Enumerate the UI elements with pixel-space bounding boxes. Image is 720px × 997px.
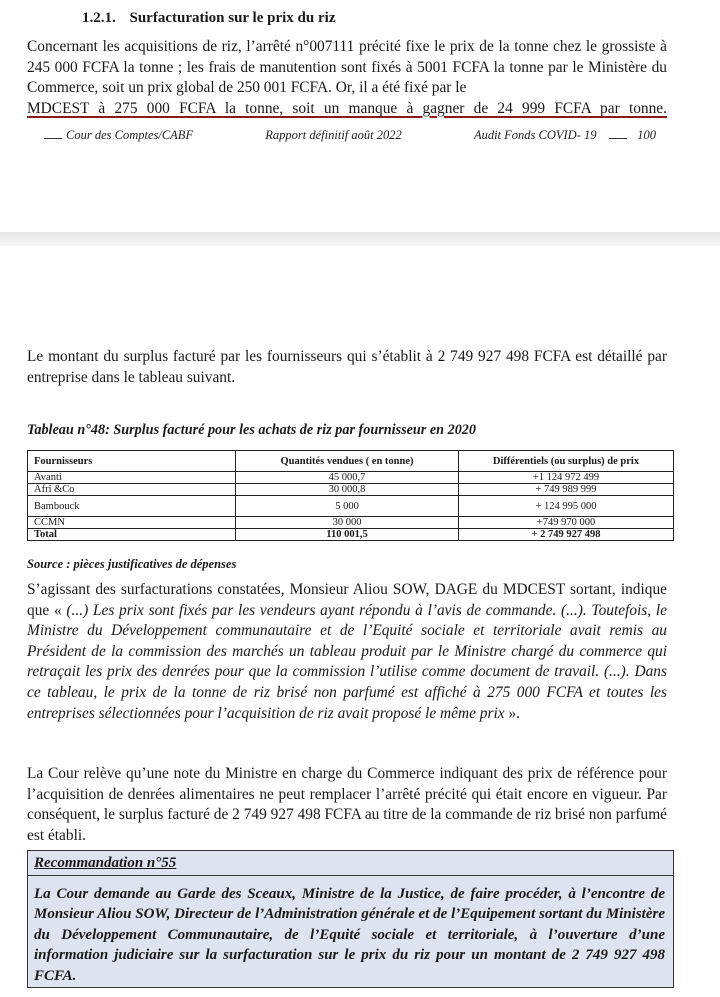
supplier-surplus-table <box>27 450 674 541</box>
row-supplier: Afri &Co <box>28 484 236 496</box>
row-surplus: + 749 989 999 <box>459 484 674 496</box>
row-quantity: 30 000 <box>236 517 459 529</box>
recommendation-body: La Cour demande au Garde des Sceaux, Ministre de la Justice, de faire procéder, à l’encontre de Monsieur Aliou SOW, Directeur de l’Administration générale et de l’Equipement sortant du Ministère du Développement Communautaire, de l’Equité sociale et territoriale, à l’ouverture d’une information judiciaire sur la surfacturation sur le prix du riz pour un montant de 2 749 927 498 FCFA. <box>34 886 665 984</box>
row-surplus: +749 970 000 <box>459 517 674 529</box>
table-row <box>28 472 674 484</box>
row-supplier: CCMN <box>28 517 236 529</box>
row-surplus: + 124 995 000 <box>459 496 674 517</box>
header-surplus: Différentiels (ou surplus) de prix <box>459 451 674 472</box>
section-number: 1.2.1. <box>82 10 116 26</box>
intro-paragraph-last-line: MDCEST à 275 000 FCFA la tonne, soit un manque à gagner de 24 999 FCFA par tonne. <box>27 99 667 117</box>
table-row <box>28 517 674 529</box>
table-row <box>28 484 674 496</box>
footer-dash-2 <box>609 138 627 139</box>
row-surplus: +1 124 972 499 <box>459 472 674 484</box>
section-heading <box>82 10 335 27</box>
footer-institution: Cour des Comptes/CABF <box>66 128 194 142</box>
footer-audit: Audit Fonds COVID- 19 <box>473 128 597 142</box>
table-header-row <box>28 451 674 472</box>
page-footer <box>44 128 656 143</box>
statement-tail: ». <box>504 704 520 722</box>
row-supplier: Bambouck <box>28 496 236 517</box>
footer-dash <box>44 138 62 139</box>
table-total-row <box>28 529 674 541</box>
page-separator <box>0 232 720 246</box>
total-quantity: 110 001,5 <box>236 529 459 541</box>
total-label: Total <box>28 529 236 541</box>
total-surplus: + 2 749 927 498 <box>459 529 674 541</box>
court-paragraph: La Cour relève qu’une note du Ministre en charge du Commerce indiquant des prix de référence pour l’acquisition de denrées alimentaires ne peut remplacer l’arrêté précité qui était encore en vigueur. Par conséquent, le surplus facturé de 2 749 927 498 FCFA au titre de la commande de riz brisé non parfumé est établi. <box>27 765 667 844</box>
surplus-paragraph: Le montant du surplus facturé par les fournisseurs qui s’établit à 2 749 927 498 FCFA est détaillé par entreprise dans le tableau suivant. <box>27 348 667 386</box>
row-quantity: 45 000,7 <box>236 472 459 484</box>
row-quantity: 5 000 <box>236 496 459 517</box>
intro-paragraph <box>27 37 667 119</box>
footer-page-number: 100 <box>637 128 656 142</box>
statement-quote: (...) Les prix sont fixés par les vendeurs ayant répondu à l’avis de commande. (...). Toutefois, le Ministre du Développement communautaire et de l’Equité sociale et territoriale avait remis au Président de la commission des marchés un tableau produit par le Ministre chargé du commerce qui retraçait les prix des denrées pour que la commission l’utilise comme document de travail. (...). Dans ce tableau, le prix de la tonne de riz brisé non parfumé est affiché à 275 000 FCFA et toutes les entreprises sélectionnées pour l’acquisition de riz avait proposé le même prix <box>27 601 667 722</box>
row-quantity: 30 000,8 <box>236 484 459 496</box>
table-source: Source : pièces justificatives de dépenses <box>27 557 237 571</box>
header-supplier: Fournisseurs <box>28 451 236 472</box>
recommendation-title: Recommandation n°55 <box>28 851 673 876</box>
table-caption: Tableau n°48: Surplus facturé pour les achats de riz par fournisseur en 2020 <box>27 422 476 438</box>
statement-lead: S’agissant des surfacturations constatées, Monsieur Aliou SOW, DAGE du MDCEST sortant, indique que « <box>27 581 667 619</box>
intro-paragraph-main: Concernant les acquisitions de riz, l’arrêté n°007111 précité fixe le prix de la tonne chez le grossiste à 245 000 FCFA la tonne ; les frais de manutention sont fixés à 5001 FCFA la tonne par le Ministère du Commerce, soit un prix global de 250 001 FCFA. Or, il a été fixé par le <box>27 38 667 97</box>
table-row <box>28 496 674 517</box>
row-supplier: Avanti <box>28 472 236 484</box>
statement-paragraph <box>27 580 667 724</box>
section-title: Surfacturation sur le prix du riz <box>129 10 336 26</box>
header-quantity: Quantités vendues ( en tonne) <box>236 451 459 472</box>
footer-report: Rapport définitif août 2022 <box>265 128 402 142</box>
recommendation-box <box>27 850 674 988</box>
